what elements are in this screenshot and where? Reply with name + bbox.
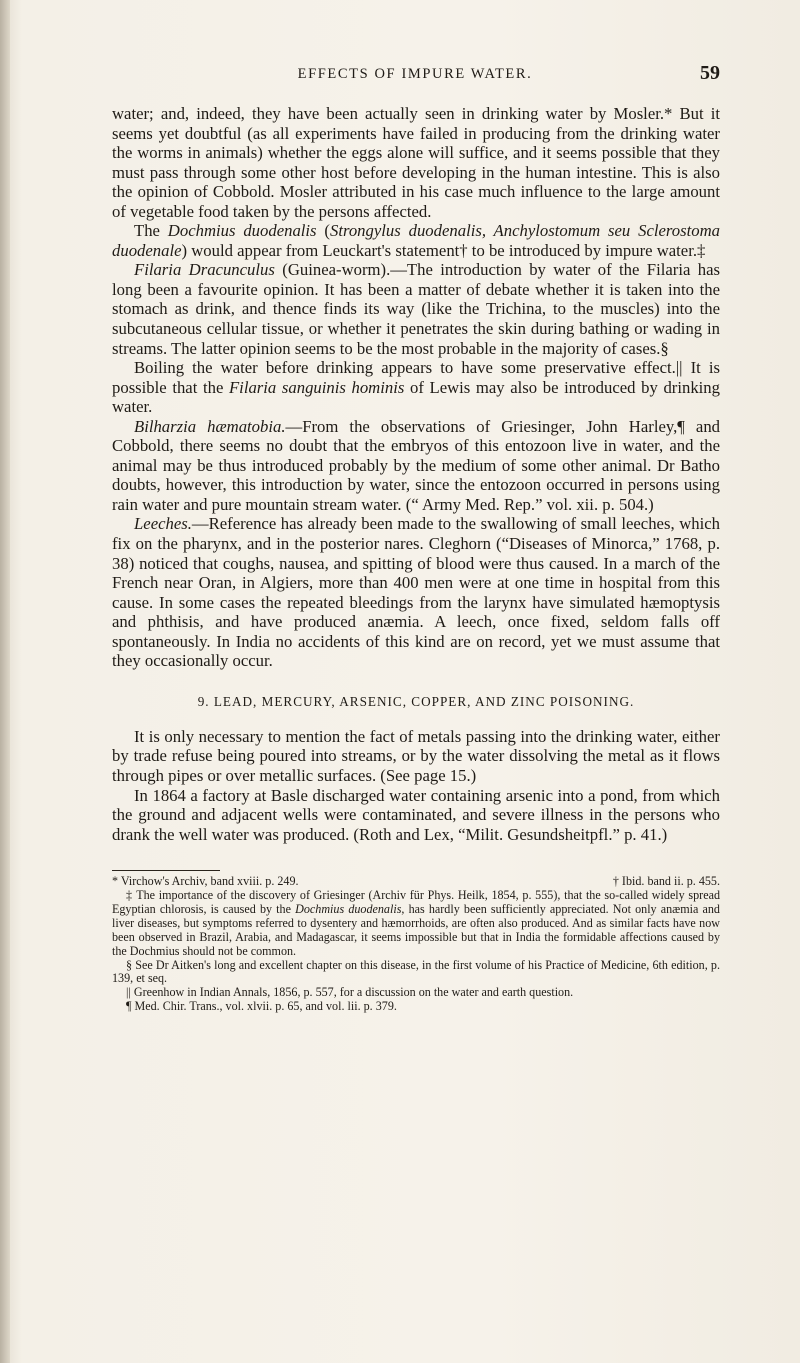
- footnote-text: , has hardly been sufficiently appreciated. Not only anæmia and liver diseases, but symptoms referred to dysentery and hæmorrhoids, are often also produced. And as similar facts have now been observed in Brazil, Arabia, and Madagascar, it seems impossible but that in India the formidable affections caused by the Dochmius should not be common.: [112, 901, 720, 958]
- footnote-2: † Ibid. band ii. p. 455.: [612, 874, 720, 889]
- paragraph-filaria: [112, 260, 720, 358]
- paragraph-lead: Leeches.: [134, 514, 192, 534]
- paragraph-lead: Bilharzia hæmatobia.: [134, 416, 286, 436]
- paragraph-boiling: [112, 358, 720, 417]
- page-number: 59: [700, 62, 720, 84]
- footnote-3: [112, 889, 720, 959]
- paragraph-text: (: [316, 221, 330, 241]
- paragraph-text: The: [134, 221, 168, 241]
- footnote-6: ¶ Med. Chir. Trans., vol. xlvii. p. 65, and vol. lii. p. 379.: [126, 999, 397, 1014]
- paragraph-bilharzia: [112, 417, 720, 515]
- footnote-1: * Virchow's Archiv, band xviii. p. 249.: [112, 874, 299, 889]
- paragraph-text: —Reference has already been made to the swallowing of small leeches, which fix on the pharynx, and in the posterior nares. Cleghorn (“Diseases of Minorca,” 1768, p. 38) noticed that coughs, nausea, and spitting of blood were thus caused. In a march of the French near Oran, in Algiers, more than 400 men were at one time in hospital from this cause. In some cases the repeated bleedings from the larynx have simulated hæmoptysis and phthisis, and have produced anæmia. A leech, once fixed, seldom falls off spontaneously. In India no accidents of this kind are on record, yet we must assume that they occasionally occur.: [112, 514, 720, 671]
- running-head: [110, 62, 720, 88]
- species-name: Dochmius duodenalis: [167, 221, 317, 241]
- paragraph-text: (Guinea-worm).—The introduction by water of the Filaria has long been a favourite opinion. It has been a matter of debate whether it is taken into the stomach as drink, and thence finds its way (like the Trichina, to the muscles) into the subcutaneous cellular tissue, or whether it penetrates the skin during bathing or wading in streams. The latter opinion seems to be the most probable in the majority of cases.§: [112, 260, 720, 358]
- paragraph-basle: In 1864 a factory at Basle discharged water containing arsenic into a pond, from which the ground and adjacent wells were contaminated, and severe illness in the persons who drank the well water was produced. (Roth and Lex, “Milit. Gesundsheitpfl.” p. 41.): [112, 785, 720, 844]
- paragraph-text: —From the observations of Griesinger, John Harley,¶ and Cobbold, there seems no doubt that the embryos of this entozoon live in water, and the animal may be thus introduced probably by the medium of some other animal. Dr Batho doubts, however, this introduction by water, since the entozoon occurred in persons using rain water and pure mountain stream water. (“ Army Med. Rep.” vol. xii. p. 504.): [112, 416, 721, 514]
- paragraph-continuation: water; and, indeed, they have been actually seen in drinking water by Mosler.* But it seems yet doubtful (as all experiments have failed in producing from the drinking water the worms in animals) whether the eggs alone will suffice, and it seems possible that they must pass through some other host before developing in the human intestine. This is also the opinion of Cobbold. Mosler attributed in his case much influence to the large amount of vegetable food taken by the persons affected.: [112, 104, 720, 221]
- paragraph-text: of Lewis may also be introduced by drinking water.: [112, 377, 720, 417]
- footnote-species: Dochmius duodenalis: [295, 901, 402, 916]
- paragraph-lead: Filaria Dracunculus: [134, 260, 275, 280]
- footnote-rule: [112, 870, 220, 871]
- paragraph-metals: It is only necessary to mention the fact of metals passing into the drinking water, either by trade refuse being poured into streams, or by the water dissolving the metal as it flows through pipes or over metallic surfaces. (See page 15.): [112, 726, 720, 785]
- footnote-row: [112, 875, 720, 889]
- running-head-title: EFFECTS OF IMPURE WATER.: [297, 66, 533, 82]
- footnote-4: § See Dr Aitken's long and excellent chapter on this disease, in the first volume of his Practice of Medicine, 6th edition, p. 139, et seq.: [112, 957, 720, 986]
- section-heading: 9. LEAD, MERCURY, ARSENIC, COPPER, AND ZINC POISONING.: [197, 693, 635, 709]
- paragraph-dochmius: [112, 221, 720, 260]
- page-gutter-edge: [0, 0, 10, 1363]
- paragraph-leeches: [112, 514, 720, 670]
- paragraph-text: Boiling the water before drinking appears to have some preservative effect.|| It is possible that the: [112, 358, 720, 397]
- footnotes: [112, 875, 720, 1014]
- body-text: [112, 104, 720, 1014]
- footnote-5: || Greenhow in Indian Annals, 1856, p. 557, for a discussion on the water and earth question.: [126, 985, 574, 1000]
- paragraph-text: ) would appear from Leuckart's statement† to be introduced by impure water.‡: [181, 240, 706, 260]
- footnote-text: ‡ The importance of the discovery of Griesinger (Archiv für Phys. Heilk, 1854, p. 555), that the so-called widely spread Egyptian chlorosis, is caused by the: [112, 888, 720, 916]
- species-name: Filaria sanguinis hominis: [228, 377, 405, 397]
- species-synonyms: Strongylus duodenalis, Anchylostomum seu Sclerostoma duodenale: [112, 221, 720, 260]
